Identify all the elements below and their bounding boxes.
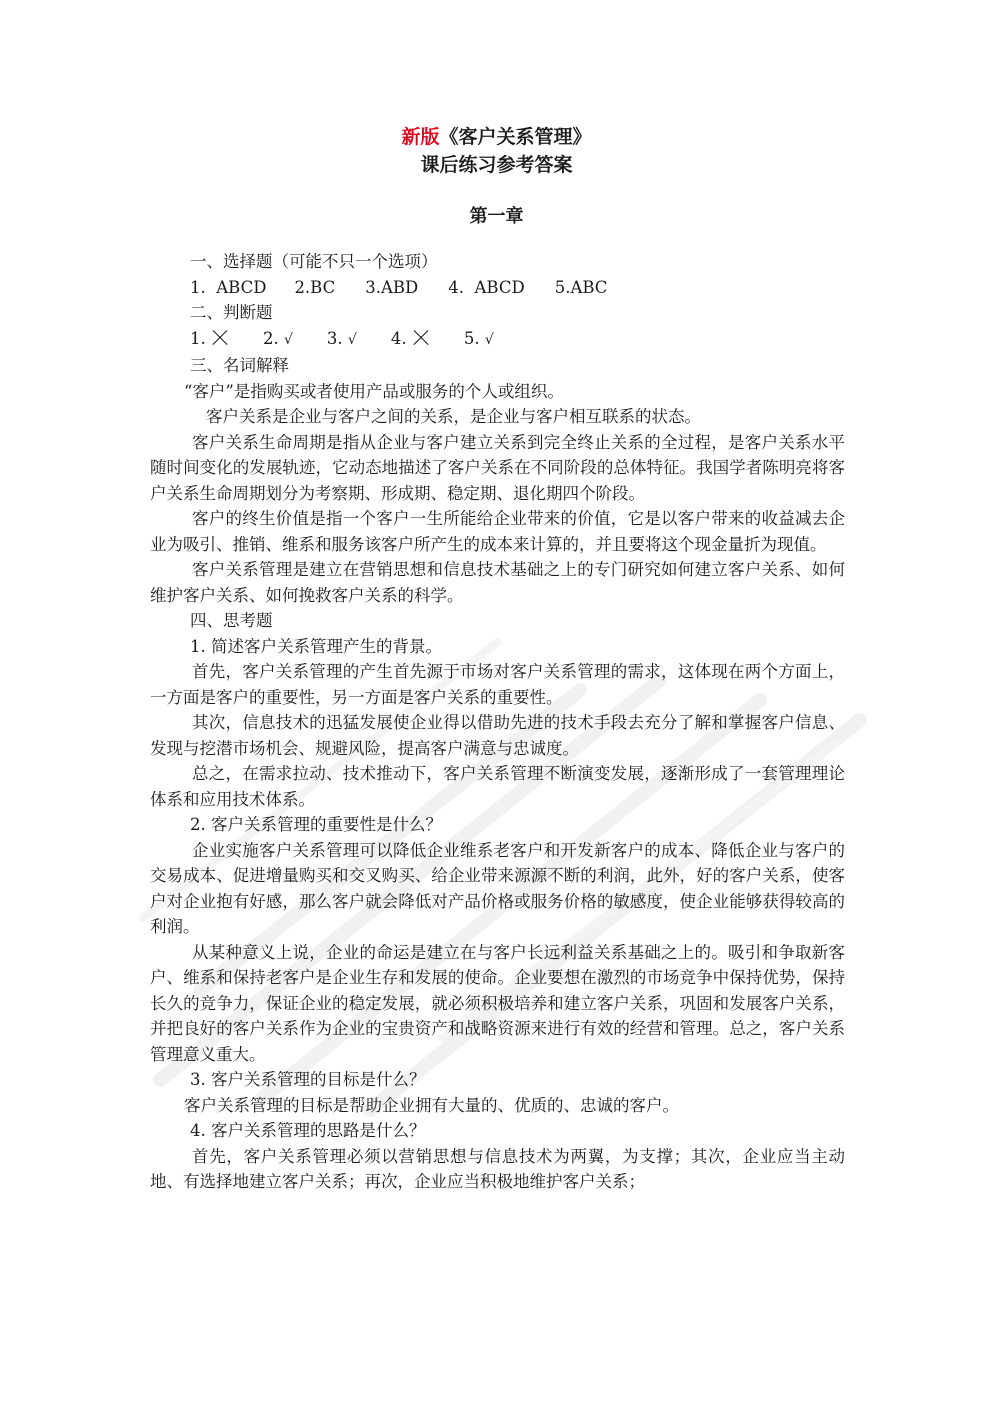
choice-answer: 1. ABCD: [190, 277, 267, 297]
term-paragraph: 客户的终生价值是指一个客户一生所能给企业带来的价值，它是以客户带来的收益减去企业为吸引、推销、维系和服务该客户所产生的成本来计算的，并且要将这个现金量折为现值。: [150, 509, 845, 554]
title-book-name: 《客户关系管理》: [439, 126, 592, 148]
document-subtitle: 课后练习参考答案: [420, 154, 573, 176]
answer-paragraph: 首先，客户关系管理必须以营销思想与信息技术为两翼，为支撑；其次，企业应当主动地、有选择地建立客户关系；再次，企业应当积极地维护客户关系；: [150, 1146, 845, 1191]
question-heading: 3. 客户关系管理的目标是什么？: [190, 1070, 426, 1089]
answer-paragraph: 总之，在需求拉动、技术推动下，客户关系管理不断演变发展，逐渐形成了一套管理理论体系和应用技术体系。: [150, 764, 845, 809]
check-icon: √: [347, 331, 357, 348]
document-title: [0, 122, 993, 149]
choice-answer: 3.ABD: [365, 277, 419, 297]
section-heading-choice: 一、选择题（可能不只一个选项）: [190, 252, 438, 271]
check-icon: √: [284, 331, 293, 348]
term-paragraph: 客户关系是企业与客户之间的关系，是企业与客户相互联系的状态。: [206, 407, 701, 426]
judge-num: 1.: [190, 328, 206, 348]
choice-answer: 2.BC: [294, 277, 336, 297]
section-heading-judge: 二、判断题: [190, 303, 273, 322]
judge-num: 5.: [463, 328, 480, 348]
answer-paragraph: 客户关系管理的目标是帮助企业拥有大量的、优质的、忠诚的客户。: [184, 1095, 679, 1115]
answer-paragraph: 从某种意义上说，企业的命运是建立在与客户长远利益关系基础之上的。吸引和争取新客户、维系和保持老客户是企业生存和发展的使命。企业要想在激烈的市场竞争中保持优势，保持长久的竞争力，保证企业的稳定发展，就必须积极培养和建立客户关系，巩固和发展客户关系，并把良好的客户关系作为企业的宝贵资产和战略资源来进行有效的经营和管理。总之，客户关系管理意义重大。: [150, 942, 845, 1064]
term-paragraph: 客户关系管理是建立在营销思想和信息技术基础之上的专门研究如何建立客户关系、如何维护客户关系、如何挽救客户关系的科学。: [150, 560, 845, 605]
term-paragraph: 客户关系生命周期是指从企业与客户建立关系到完全终止关系的全过程，是客户关系水平随时间变化的发展轨迹，它动态地描述了客户关系在不同阶段的总体特征。我国学者陈明亮将客户关系生命周期划分为考察期、形成期、稳定期、退化期四个阶段。: [150, 432, 845, 503]
cross-icon: [211, 329, 229, 347]
cross-icon: [412, 329, 430, 347]
section-heading-terms: 三、名词解释: [190, 356, 289, 375]
choice-answers-row: [150, 275, 845, 301]
answer-paragraph: 企业实施客户关系管理可以降低企业维系老客户和开发新客户的成本、降低企业与客户的交易成本、促进增量购买和交叉购买、给企业带来源源不断的利润，此外，好的客户关系，使客户对企业抱有好感，那么客户就会降低对产品价格或服务价格的敏感度，使企业能够获得较高的利润。: [150, 840, 845, 936]
answer-paragraph: 其次，信息技术的迅猛发展使企业得以借助先进的技术手段去充分了解和掌握客户信息、发现与挖潜市场机会、规避风险，提高客户满意与忠诚度。: [150, 713, 845, 758]
judge-num: 3.: [326, 328, 343, 348]
judge-num: 2.: [263, 328, 279, 348]
check-icon: √: [484, 331, 494, 348]
answer-paragraph: 首先，客户关系管理的产生首先源于市场对客户关系管理的需求，这体现在两个方面上，一方面是客户的重要性，另一方面是客户关系的重要性。: [150, 662, 845, 707]
question-heading: 1. 简述客户关系管理产生的背景。: [190, 636, 442, 656]
question-heading: 4. 客户关系管理的思路是什么？: [190, 1121, 426, 1140]
section-heading-questions: 四、思考题: [190, 611, 273, 630]
choice-answer: 5.ABC: [554, 277, 608, 297]
question-heading: 2. 客户关系管理的重要性是什么？: [190, 815, 442, 834]
term-paragraph: “客户”是指购买或者使用产品或服务的个人或组织。: [184, 381, 564, 401]
document-body: [150, 249, 845, 1195]
title-new-edition: 新版: [401, 126, 440, 148]
chapter-heading: 第一章: [469, 206, 524, 227]
judge-num: 4.: [390, 328, 407, 348]
judge-answers-row: [150, 326, 845, 354]
choice-answer: 4. ABCD: [448, 277, 525, 297]
